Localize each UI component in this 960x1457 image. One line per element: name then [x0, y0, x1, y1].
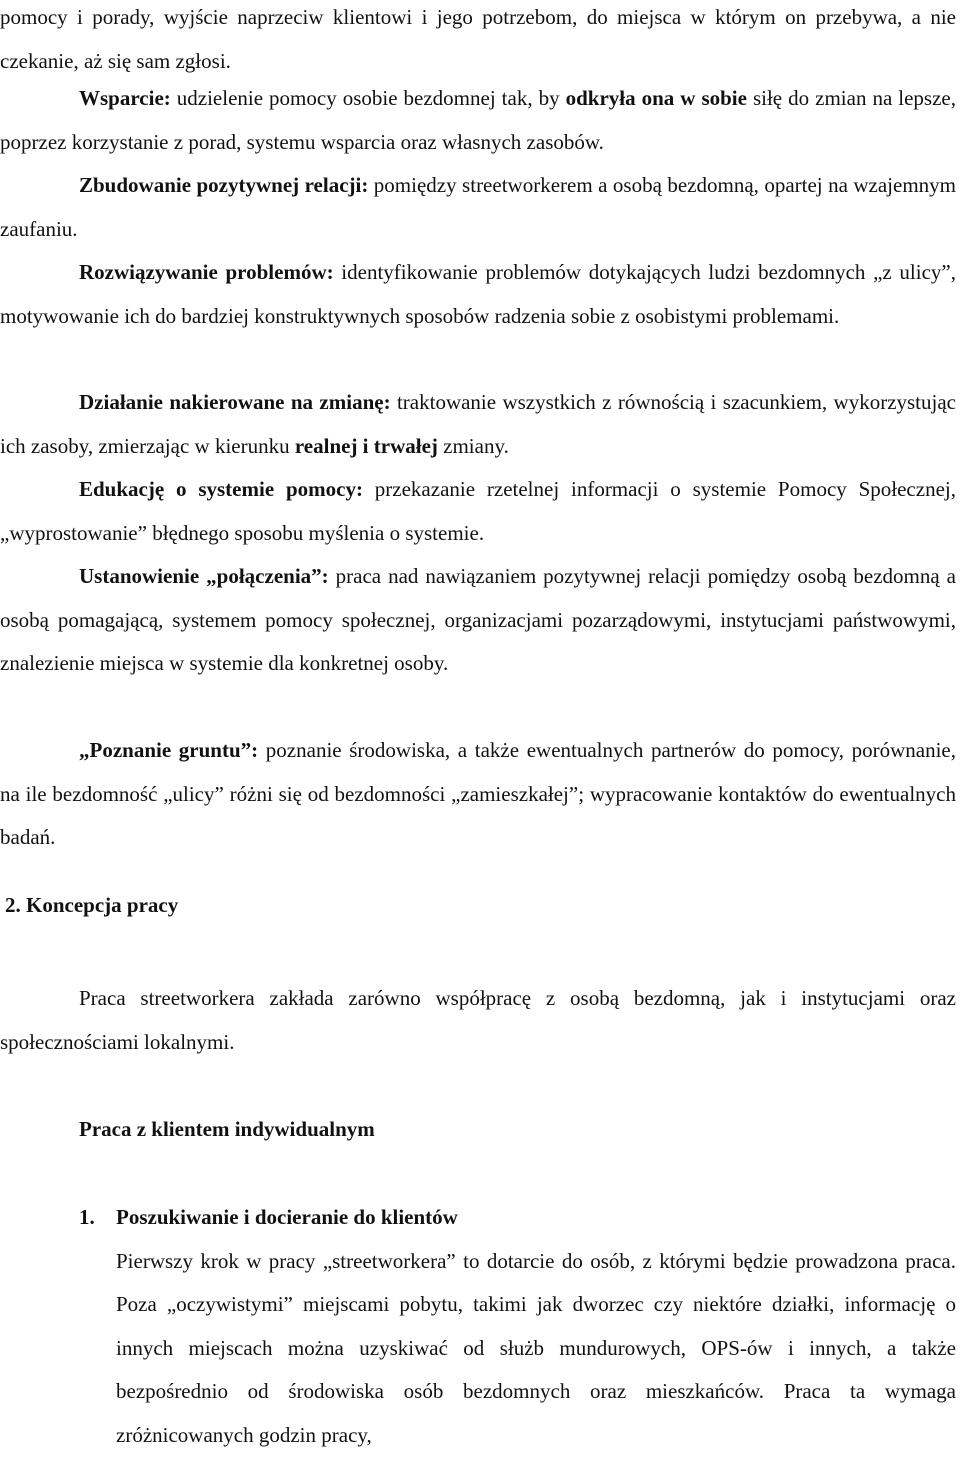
emphasis-realnej: realnej i trwałej: [295, 434, 438, 458]
list-item-text: Pierwszy krok w pracy „streetworkera” to dotarcie do osób, z którymi będzie prowadzona praca. Poza „oczywistymi” miejscami pobytu, takimi jak dworzec czy niektóre działki, informację o innych miejscach można uzyskiwać od służb mundurowych, OPS-ów i innych, a także bezpośrednio od środowiska osób bezdomnych oraz mieszkańców. Praca ta wymaga zróżnicowanych godzin pracy,: [116, 1240, 956, 1457]
paragraph-zmiana-text: traktowanie wszystkich z równością i szacunkiem, wykorzystując ich zasoby, zmierzając w kierunku: [0, 390, 956, 458]
paragraph-wsparcie-text-2: siłę do zmian na lepsze, poprzez korzystanie z porad, systemu wsparcia oraz własnych zasobów.: [0, 86, 956, 154]
term-polaczenie: Ustanowienie „połączenia”:: [79, 564, 329, 588]
section-heading: 2. Koncepcja pracy: [5, 884, 178, 928]
list-item-number: 1.: [79, 1196, 95, 1240]
paragraph-problemy-text: identyfikowanie problemów dotykających ludzi bezdomnych „z ulicy”, motywowanie ich do bardziej konstruktywnych sposobów radzenia sobie z osobistymi problemami.: [0, 260, 956, 328]
term-relacja: Zbudowanie pozytywnej relacji:: [79, 173, 368, 197]
subheading: Praca z klientem indywidualnym: [79, 1108, 375, 1152]
paragraph-polaczenie: [0, 555, 956, 686]
paragraph-edukacja-text: przekazanie rzetelnej informacji o systemie Pomocy Społecznej, „wyprostowanie” błędnego sposobu myślenia o systemie.: [0, 477, 956, 545]
term-problemy: Rozwiązywanie problemów:: [79, 260, 334, 284]
paragraph-relacja-text: pomiędzy streetworkerem a osobą bezdomną, opartej na wzajemnym zaufaniu.: [0, 173, 956, 241]
paragraph-intro-text: pomocy i porady, wyjście naprzeciw klientowi i jego potrzebom, do miejsca w którym on przebywa, a nie czekanie, aż się sam zgłosi.: [0, 5, 956, 73]
list-item: [116, 1196, 956, 1457]
paragraph-zmiana: [0, 381, 956, 468]
term-zmiana: Działanie nakierowane na zmianę:: [79, 390, 391, 414]
paragraph-koncepcja: [0, 977, 956, 1064]
paragraph-edukacja: [0, 468, 956, 555]
paragraph-relacja: [0, 164, 956, 251]
paragraph-problemy: [0, 251, 956, 338]
paragraph-grunt: [0, 729, 956, 860]
term-grunt: „Poznanie gruntu”:: [79, 738, 258, 762]
emphasis-odkryla: odkryła ona w sobie: [566, 86, 747, 110]
paragraph-grunt-text: poznanie środowiska, a także ewentualnych partnerów do pomocy, porównanie, na ile bezdomność „ulicy” różni się od bezdomności „zamieszkałej”; wypracowanie kontaktów do ewentualnych badań.: [0, 738, 956, 849]
paragraph-polaczenie-text: praca nad nawiązaniem pozytywnej relacji pomiędzy osobą bezdomną a osobą pomagającą, systemem pomocy społecznej, organizacjami pozarządowymi, instytucjami państwowymi, znalezienie miejsca w systemie dla konkretnej osoby.: [0, 564, 956, 675]
list-item-title: Poszukiwanie i docieranie do klientów: [116, 1196, 956, 1240]
paragraph-wsparcie-text: udzielenie pomocy osobie bezdomnej tak, by: [171, 86, 566, 110]
term-edukacja: Edukację o systemie pomocy:: [79, 477, 363, 501]
paragraph-koncepcja-text: Praca streetworkera zakłada zarówno współpracę z osobą bezdomną, jak i instytucjami oraz społecznościami lokalnymi.: [0, 986, 956, 1054]
paragraph-wsparcie: [0, 77, 956, 164]
paragraph-intro: [0, 0, 956, 83]
paragraph-zmiana-text-2: zmiany.: [438, 434, 509, 458]
term-wsparcie: Wsparcie:: [79, 86, 171, 110]
